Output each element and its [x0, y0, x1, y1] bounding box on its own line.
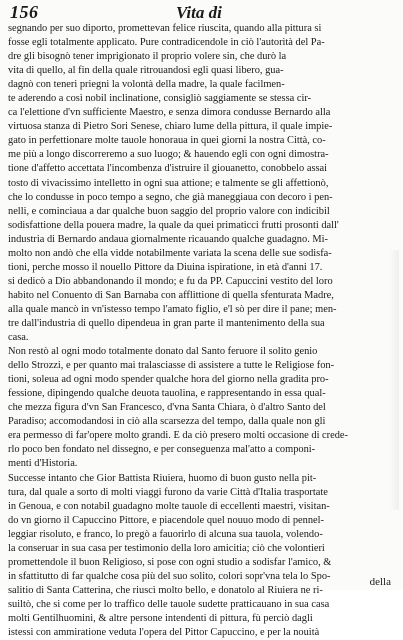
text-line: che lo condusse in poco tempo a segno, che già maneggiaua con decoro i pen-	[8, 191, 333, 203]
text-line: tosto di vivacissimo intelletto in ogni sua attione; e talmente se gli affettionò,	[8, 177, 329, 189]
text-line: te aderendo a così nobil inclinatione, consigliò saggiamente se stessa cir-	[8, 93, 312, 105]
page-number: 156	[10, 2, 39, 22]
text-line: era permesso di far'opere molto grandi. E da ciò presero molti occasione di crede-	[8, 430, 349, 442]
text-line: gato in perfettionare molte tauole honoraua in quei giorni la nostra Città, co-	[8, 135, 326, 147]
text-line: tura, dal quale a sorto di molti viaggi furono da varie Città d'Italia trasportate	[8, 486, 328, 498]
text-line: dagnò con teneri priegni la volontà della madre, la quale facilmen-	[8, 79, 285, 91]
text-line: industria di Bernardo andaua giornalmente ricauando qualche guadagno. Mi-	[8, 233, 328, 245]
text-line: virtuosa stanza di Pietro Sori Senese, chiaro lume della pittura, il quale impie-	[8, 121, 333, 133]
text-line: segnando per suo diporto, promettevan felice riuscita, quando alla pittura si	[8, 23, 322, 34]
text-line: ca l'elettione d'vn sufficiente Maestro, e senza dimora condusse Bernardo alla	[8, 107, 331, 119]
text-line: fosse egli totalmente applicato. Pure contradicendole in ciò l'autorità del Pa-	[8, 37, 325, 49]
text-line: habito nel Conuento di San Barnaba con afflittione di quella sfenturata Madre,	[8, 289, 334, 301]
catchword: della	[369, 576, 391, 588]
body-text	[8, 22, 396, 640]
text-line: in sfattitutto di far qualche cosa più del suo solito, colori sopr'vna tela lo Spo-	[8, 570, 331, 582]
text-line: nelli, e cominciaua a dar qualche buon saggio del proprio valore con indicibil	[8, 205, 330, 217]
text-line: salitio di Santa Catterina, che riuscì molto bello, e donatolo al Riuiera ne ri-	[8, 584, 323, 596]
text-line: Non restò al ogni modo totalmente donato dal Santo feruore il solito genio	[8, 346, 318, 358]
text-line: suiltò, che si come per lo traffico delle tauole sudette pratticauano in sua casa	[8, 598, 330, 610]
page-edge-shadow	[389, 250, 399, 510]
text-line: dello Strozzi, e per quanto mai tralasciasse di assistere a tutte le Religiose fon-	[8, 360, 335, 372]
page-header	[6, 2, 399, 22]
text-line: rlo poco ben fondato nel dissegno, e per conseguenza mal'atto a componi-	[8, 444, 316, 456]
text-line: vita di quello, al fin della quale ritrouandosi egli quasi libero, gua-	[8, 65, 284, 77]
text-line: do vn giorno il Capuccino Pittore, e piacendole quel nouuo modo di pennel-	[8, 514, 324, 526]
text-line: casa.	[8, 332, 29, 344]
text-line: leggiar risoluto, e franco, lo pregò a fauorirlo di alcuna sua tauola, volendo-	[8, 528, 323, 540]
text-line: fessione, dipingendo qualche deuota tauolina, e rappresentando in essa qual-	[8, 388, 326, 400]
text-line: tioni, soleua ad ogni modo spender qualche hora del giorno nella gradita pro-	[8, 374, 329, 386]
text-line: menti d'Historia.	[8, 458, 78, 470]
text-line: tre dall'industria di quello dipendeua in gran parte il mantenimento della sua	[8, 317, 325, 329]
text-line: tioni, perche mosso il nouello Pittore da Diuina ispiratione, in età d'anni 17.	[8, 261, 323, 273]
text-line: me più a longo discorreremo a suo luogo; & hauendo egli con ogni dimostra-	[8, 149, 329, 161]
text-line: si dedicò a Dio abbandonando il mondo; e fu da PP. Capuccini vestito del loro	[8, 275, 333, 287]
text-line: la conseruar in sua casa per testimonio della loro amicitia; ciò che volontieri	[8, 542, 325, 554]
text-line: istessi con ammiratione veduta l'opera del Pittor Capuccino, e per la nouità	[8, 627, 320, 639]
text-line: promettendole il buon Religioso, si pose con ogni studio a sodisfar l'amico, &	[8, 556, 332, 568]
text-line: sodisfattione della pouera madre, la quale da quei primaticci frutti prosonti dall'	[8, 219, 339, 231]
text-line: molti Gentilhuomini, & altre persone intendenti di pittura, fù perciò dagli	[8, 612, 313, 624]
text-line: tione d'affetto accettata l'incombenza d'istruire il giouanetto, conobbelo assai	[8, 163, 328, 175]
text-line: alla quale mancò in vn'istesso tempo l'amato figlio, e'l sò per dire il pane; men-	[8, 303, 337, 315]
text-line: che mezza figura d'vn San Francesco, d'vna Santa Chiara, ò d'altro Santo del	[8, 402, 326, 414]
text-line: in Genoua, e con notabil guadagno molte tauole di eccellenti maestri, visitan-	[8, 500, 330, 512]
running-head: Vita di	[176, 3, 222, 22]
text-line: Paradiso; accomodandosi in ciò alla scarsezza del tempo, dalla quale non gli	[8, 416, 326, 428]
text-line: dre gli bisognò tener imprigionato il proprio volere sin, che durò la	[8, 51, 287, 63]
text-line: molto non andò che ella vidde notabilmente variata la scena delle sue sodisfa-	[8, 247, 332, 259]
text-line: Successe intanto che Gior Battista Riuiera, huomo di buon gusto nella pit-	[8, 472, 317, 484]
